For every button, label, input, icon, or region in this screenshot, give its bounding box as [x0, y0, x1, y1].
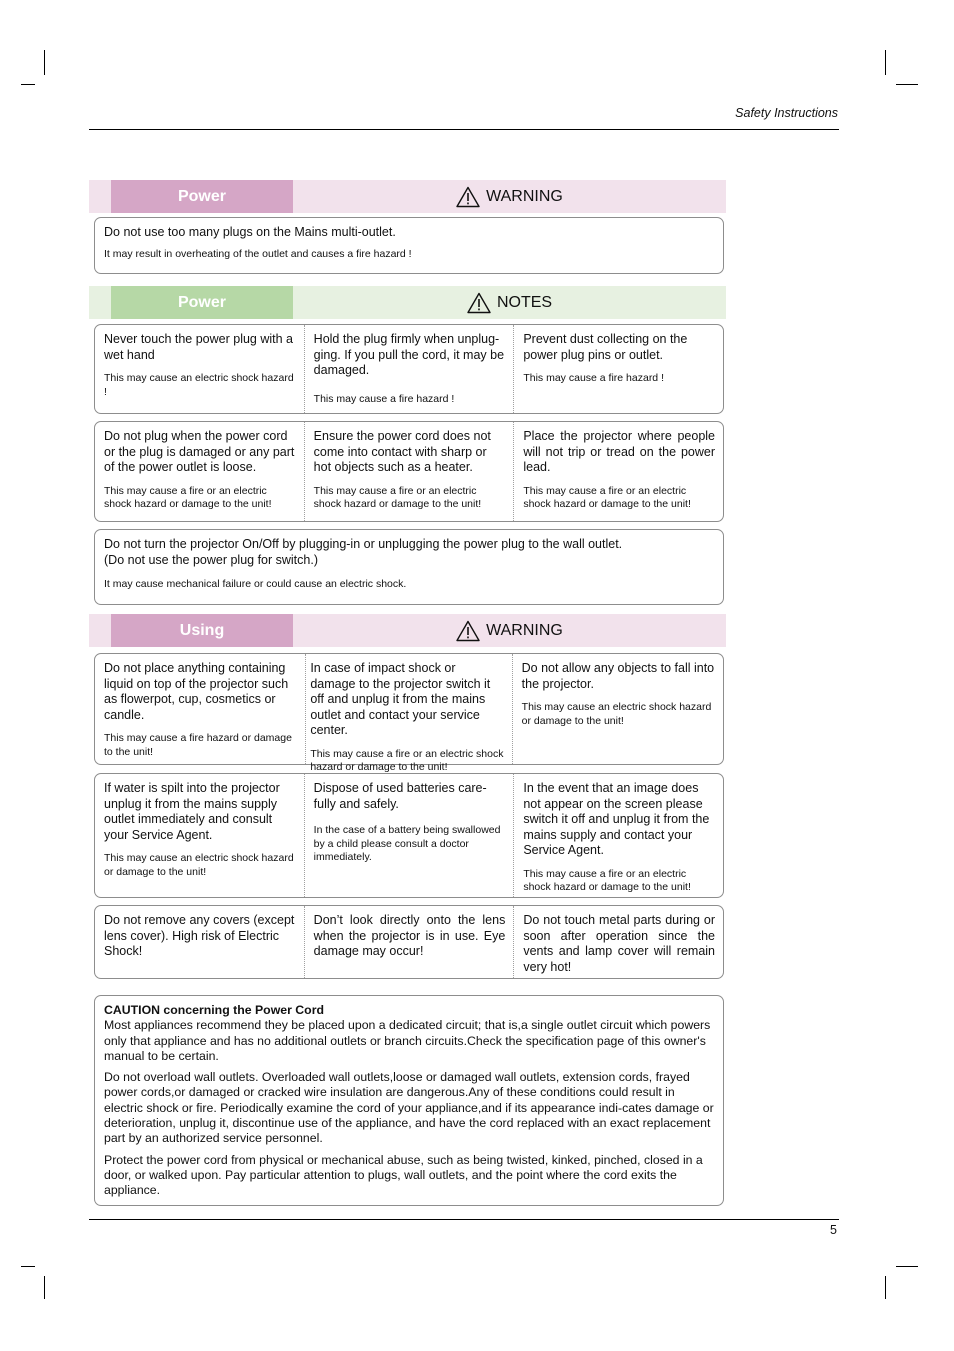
caution-title: CAUTION concerning the Power Cord: [104, 1003, 324, 1017]
warning-triangle-icon: [456, 620, 480, 642]
note-text: Ensure the power cord does not come into contact with sharp or hot objects such as a heater.: [313, 429, 491, 474]
page-number: 5: [830, 1223, 837, 1237]
caution-box: [94, 995, 724, 1206]
note-consequence: This may cause a fire or an electric shock hazard or damage to the unit!: [523, 484, 691, 510]
warning-text: In case of impact shock or damage to the projector switch it off and unplug it from the mains outlet and contact your service center.: [310, 661, 491, 737]
note-text: Prevent dust collecting on the power plug pins or outlet.: [523, 332, 688, 362]
crop-mark: [21, 1266, 35, 1267]
warning-cell: [304, 774, 514, 897]
warning-text: In the event that an image does not appear on the screen please switch it off and unplug it from the mains supply and contact your Service Agent.: [523, 781, 710, 857]
power-warning-box: [94, 217, 724, 274]
crop-mark: [44, 50, 45, 75]
warning-cell: [304, 906, 514, 978]
note-text: Never touch the power plug with a wet hand: [104, 332, 293, 362]
warning-consequence: This may cause a fire hazard or damage to the unit!: [104, 732, 292, 758]
warning-consequence: This may cause a fire or an electric shock hazard or damage to the unit!: [523, 867, 691, 893]
crop-mark: [885, 50, 886, 75]
note-cell: [95, 422, 304, 521]
warning-triangle-icon: [467, 292, 491, 314]
power-notes-band: [89, 286, 726, 319]
using-box-1: [94, 653, 724, 773]
section-tab: Using: [111, 614, 293, 647]
warning-text: If water is spilt into the projector unplug it from the mains supply outlet immediately and consult your Service Agent.: [104, 781, 280, 842]
note-cell: [95, 325, 304, 413]
note-cell: [513, 325, 723, 413]
section-tab: Power: [111, 180, 293, 213]
caution-paragraph: Do not overload wall outlets. Overloaded wall outlets,loose or damaged wall outlets, extension cords, frayed power cords,or damaged or cracked wire insulation are dangerous.Any of these conditions could result in electric shock or fire. Periodically examine the cord of your appliance,and if its appearance indi-cates damage or deterioration, unplug it, discontinue use of the appliance, and have the cord replaced with an exact replacement part by an authorized service personnel.: [104, 1070, 714, 1146]
warning-cell: [305, 654, 511, 773]
notes-box-3: [94, 529, 724, 605]
note-cell: [513, 422, 723, 521]
note-consequence: This may cause a fire hazard !: [523, 372, 664, 384]
using-box-3: [94, 905, 724, 979]
warning-cell: [95, 906, 304, 978]
section-heading: NOTES: [496, 293, 553, 311]
warning-cell: [512, 654, 723, 764]
warning-triangle-icon: [456, 186, 480, 208]
using-box-2: [94, 773, 724, 898]
header-rule: [89, 129, 839, 130]
crop-mark: [21, 84, 35, 85]
section-title: Safety Instructions: [735, 106, 838, 120]
crop-mark: [896, 1266, 918, 1267]
warning-text: Do not use too many plugs on the Mains multi-outlet.: [104, 225, 396, 239]
notes-box-1: [94, 324, 724, 414]
caution-paragraph: Most appliances recommend they be placed upon a dedicated circuit; that is,a single outlet circuit which powers only that appliance and has no additional outlets or branch circuits.Check the specification page of this owner's manual to be certain.: [104, 1018, 711, 1063]
warning-cell: [513, 774, 723, 897]
crop-mark: [896, 84, 918, 85]
warning-cell: [513, 906, 723, 978]
note-cell: [304, 325, 514, 413]
warning-consequence: In the case of a battery being swallowed by a child please consult a doctor immediately.: [313, 824, 501, 863]
note-text: Place the projector where people will not trip or tread on the power lead.: [523, 429, 716, 474]
note-text: Do not turn the projector On/Off by plugging-in or unplugging the power plug to the wall outlet.: [104, 537, 623, 551]
warning-text: Do not remove any covers (except lens cover). High risk of Electric Shock!: [104, 913, 295, 958]
note-text: Hold the plug firmly when unplug-ging. If you pull the cord, it may be damaged.: [313, 332, 505, 377]
crop-mark: [44, 1276, 45, 1299]
footer-rule: [89, 1219, 839, 1220]
caution-paragraph: Protect the power cord from physical or mechanical abuse, such as being twisted, kinked, pinched, closed in a door, or walked upon. Pay particular attention to plugs, wall outlets, and the point where the cord exits the appliance.: [104, 1152, 703, 1198]
warning-text: Dispose of used batteries care-fully and safely.: [313, 781, 487, 811]
section-heading: WARNING: [486, 187, 563, 205]
power-warning-band: [89, 180, 726, 213]
warning-consequence: This may cause an electric shock hazard or damage to the unit!: [521, 701, 712, 727]
note-consequence: This may cause a fire hazard !: [313, 392, 455, 405]
warning-consequence: This may cause an electric shock hazard or damage to the unit!: [104, 852, 294, 878]
note-consequence: This may cause an electric shock hazard !: [104, 372, 294, 398]
crop-mark: [885, 1276, 886, 1299]
warning-text: Don’t look directly onto the lens when the projector is in use. Eye damage may occur!: [313, 913, 506, 958]
warning-consequence: It may result in overheating of the outlet and causes a fire hazard !: [104, 247, 412, 260]
section-heading: WARNING: [486, 621, 563, 639]
warning-cell: [95, 654, 305, 764]
notes-box-2: [94, 421, 724, 522]
note-cell: [304, 422, 514, 521]
warning-text: Do not allow any objects to fall into the projector.: [521, 661, 715, 691]
note-consequence: This may cause a fire or an electric shock hazard or damage to the unit!: [104, 484, 272, 510]
using-warning-band: [89, 614, 726, 647]
note-consequence: It may cause mechanical failure or could cause an electric shock.: [104, 578, 407, 590]
warning-cell: [95, 774, 304, 897]
note-consequence: This may cause a fire or an electric shock hazard or damage to the unit!: [313, 484, 482, 510]
warning-text: Do not place anything containing liquid on top of the projector such as flowerpot, cup, cosmetics or candle.: [104, 661, 289, 722]
section-tab: Power: [111, 286, 293, 319]
note-text: Do not plug when the power cord or the plug is damaged or any part of the power outlet is loose.: [104, 429, 295, 474]
warning-text: Do not touch metal parts during or soon after operation since the vents and lamp cover will remain very hot!: [523, 913, 716, 974]
warning-consequence: This may cause a fire or an electric shock hazard or damage to the unit!: [310, 747, 504, 773]
note-text-parenthetical: (Do not use the power plug for switch.): [104, 552, 318, 567]
